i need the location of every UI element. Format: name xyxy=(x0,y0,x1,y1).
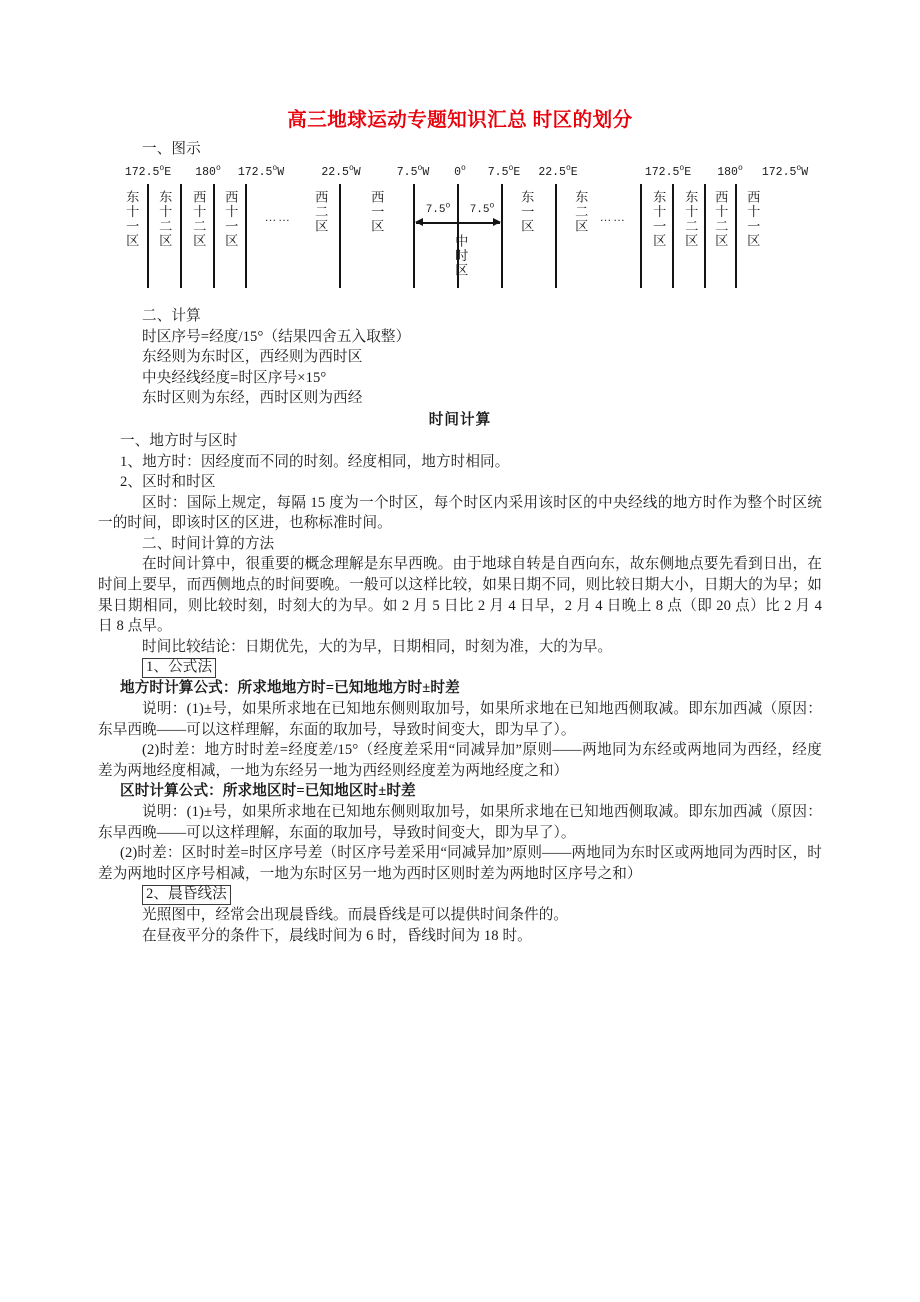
timezone-boundary-line xyxy=(704,184,706,288)
para-zone-time-def: 区时：国际上规定，每隔 15 度为一个时区，每个时区内采用该时区的中央经线的地方时作为整个时区统一的时间，即该时区的区进，也称标准时间。 xyxy=(98,494,822,532)
degree-label: 172.5$^o$E xyxy=(644,164,692,179)
arrow-head-right-icon xyxy=(493,218,501,226)
para-local-time-def: 1、地方时：因经度而不同的时刻。经度相同，地方时相同。 xyxy=(120,453,510,470)
heading-time-calculation: 时间计算 xyxy=(428,411,492,428)
arrow-label-left: 7.5$^o$ xyxy=(425,201,451,216)
timezone-boundary-line xyxy=(555,184,557,288)
calc-line-2: 东经则为东时区，西经则为西时区 xyxy=(142,349,363,366)
timezone-boundary-line xyxy=(735,184,737,288)
arrow-label-right: 7.5$^o$ xyxy=(469,201,495,216)
timezone-boundary-line xyxy=(413,184,415,288)
timezone-label: 东十二区 xyxy=(157,189,173,248)
timezone-label: 东十一区 xyxy=(124,189,140,248)
timezone-label: 东二区 xyxy=(573,189,589,234)
calc-line-4: 东时区则为东经，西时区则为西经 xyxy=(142,390,363,407)
para-local-time-formula: 地方时计算公式：所求地地方时=已知地地方时±时差 xyxy=(120,680,460,697)
para-terminator-line-2: 在昼夜平分的条件下，晨线时间为 6 时，昏线时间为 18 时。 xyxy=(142,927,532,944)
timezone-board xyxy=(98,184,822,306)
box-label-formula-method: 1、公式法 xyxy=(142,658,216,678)
box-label-terminator-method: 2、晨昏线法 xyxy=(142,885,231,905)
degree-label: 22.5$^o$E xyxy=(538,164,578,179)
timezone-label: 西一区 xyxy=(369,189,385,234)
timezone-label: 西十一区 xyxy=(745,189,761,248)
timezone-label: 西二区 xyxy=(313,189,329,234)
timezone-diagram xyxy=(98,166,822,306)
timezone-boundary-line xyxy=(245,184,247,288)
document-content xyxy=(98,0,822,947)
degree-label: 7.5$^o$W xyxy=(396,164,430,179)
timezone-label: 西十二区 xyxy=(713,189,729,248)
calc-line-3: 中央经线经度=时区序号×15° xyxy=(142,369,327,386)
section-heading-jisuan: 二、计算 xyxy=(142,307,201,324)
timezone-label: 西十二区 xyxy=(191,189,207,248)
para-zone-time-formula: 区时计算公式：所求地区时=已知地区时±时差 xyxy=(120,783,416,800)
para-zone-time-note-1: 说明：(1)±号，如果所求地在已知地东侧则取加号，如果所求地在已知地西侧取减。即东加西减（原因：东早西晚——可以这样理解，东面的取加号，导致时间变大，即为早了）。 xyxy=(98,804,822,841)
degree-label: 172.5$^o$W xyxy=(761,164,809,179)
central-timezone-label: 中时区 xyxy=(453,233,469,278)
section-heading-tushi: 一、图示 xyxy=(142,141,201,158)
boxed-heading-terminator-method xyxy=(98,884,822,905)
degree-label: 180$^o$ xyxy=(717,164,743,179)
timezone-boundary-line xyxy=(501,184,503,288)
timezone-boundary-line xyxy=(213,184,215,288)
para-local-time-note-1: 说明：(1)±号，如果所求地在已知地东侧则取加号，如果所求地在已知地西侧取减。即东加西减（原因：东早西晚——可以这样理解，东面的取加号，导致时间变大，即为早了）。 xyxy=(98,701,822,738)
timezone-label: 东一区 xyxy=(519,189,535,234)
para-local-time-note-2: (2)时差：地方时时差=经度差/15°（经度差采用“同减异加”原则——两地同为东经或两地同为西经，经度差为两地经度相减，一地为东经另一地为西经则经度差为两地经度之和） xyxy=(98,742,822,779)
timezone-boundary-line xyxy=(147,184,149,288)
page-title: 高三地球运动专题知识汇总 时区的划分 xyxy=(287,110,633,131)
timezone-boundary-line xyxy=(339,184,341,288)
ellipsis: …… xyxy=(264,209,292,224)
degree-label-row xyxy=(98,166,822,184)
degree-label: 0$^o$ xyxy=(454,164,466,179)
arrow-head-left-icon xyxy=(415,218,423,226)
calc-line-1: 时区序号=经度/15°（结果四舍五入取整） xyxy=(142,328,411,345)
para-terminator-line-1: 光照图中，经常会出现晨昏线。而晨昏线是可以提供时间条件的。 xyxy=(142,907,569,924)
timezone-label: 西十一区 xyxy=(223,189,239,248)
para-zone-time-title: 2、区时和时区 xyxy=(120,474,216,491)
degree-label: 180$^o$ xyxy=(195,164,221,179)
timezone-label: 东十二区 xyxy=(683,189,699,248)
timezone-boundary-line xyxy=(180,184,182,288)
degree-label: 172.5$^o$E xyxy=(124,164,172,179)
degree-label: 7.5$^o$E xyxy=(487,164,521,179)
para-method-heading: 二、时间计算的方法 xyxy=(142,535,275,552)
degree-label: 172.5$^o$W xyxy=(237,164,285,179)
para-zone-time-note-2: (2)时差：区时时差=时区序号差（时区序号差采用“同减异加”原则——两地同为东时区或两地同为西时区，时差为两地时区序号相减，一地为东时区另一地为西时区则时差为两地时区序号之和） xyxy=(98,845,822,882)
timezone-label: 东十一区 xyxy=(651,189,667,248)
para-east-early-west-late: 在时间计算中，很重要的概念理解是东早西晚。由于地球自转是自西向东，故东侧地点要先看到日出，在时间上要早，而西侧地点的时间要晚。一般可以这样比较，如果日期不同，则比较日期大小，日期大的为早；如果日期相同，则比较时刻，时刻大的为早。如 2 月 5 日比 2 月 4 日早，2 月 4 日晚上 8 点（即 20 点）比 2 月 4 日 8 点早。 xyxy=(98,556,822,635)
timezone-boundary-line xyxy=(640,184,642,288)
para-local-and-zone-time: 一、地方时与区时 xyxy=(120,432,238,449)
boxed-heading-formula-method xyxy=(98,657,822,678)
para-comparison-conclusion: 时间比较结论：日期优先，大的为早，日期相同，时刻为准，大的为早。 xyxy=(142,638,613,655)
timezone-boundary-line xyxy=(672,184,674,288)
degree-label: 22.5$^o$W xyxy=(321,164,361,179)
ellipsis: …… xyxy=(599,209,627,224)
